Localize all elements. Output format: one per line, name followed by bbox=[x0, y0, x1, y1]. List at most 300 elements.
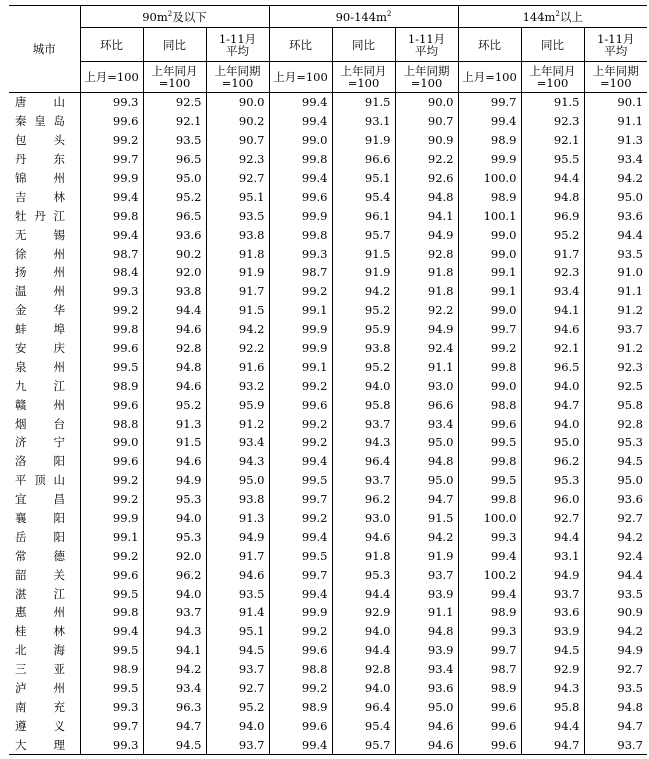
city-cell bbox=[9, 433, 80, 452]
city-char: 宁 bbox=[53, 435, 65, 450]
value-cell: 99.8 bbox=[458, 357, 521, 376]
base-header-line2: =100 bbox=[221, 76, 254, 90]
table-row bbox=[9, 603, 647, 622]
value-cell: 99.6 bbox=[458, 698, 521, 717]
value-cell: 91.5 bbox=[395, 509, 458, 528]
value-cell: 94.7 bbox=[584, 716, 647, 735]
value-cell: 95.2 bbox=[206, 698, 269, 717]
city-char: 惠 bbox=[15, 605, 27, 620]
sub-header-line1: 环比 bbox=[478, 37, 501, 52]
city-char: 三 bbox=[15, 662, 27, 677]
group-header-medium-sup: 2 bbox=[386, 9, 392, 18]
city-name bbox=[15, 208, 65, 224]
value-cell: 91.0 bbox=[584, 263, 647, 282]
base-header-line2: =100 bbox=[347, 76, 380, 90]
city-name bbox=[15, 737, 65, 753]
value-cell: 94.8 bbox=[395, 622, 458, 641]
city-char: 州 bbox=[53, 681, 65, 696]
value-cell: 93.7 bbox=[206, 735, 269, 754]
value-cell: 99.2 bbox=[269, 282, 332, 301]
city-char: 岛 bbox=[53, 114, 65, 129]
value-cell: 99.1 bbox=[458, 282, 521, 301]
value-cell: 94.4 bbox=[332, 641, 395, 660]
base-header-line1: 上年同月 bbox=[151, 64, 198, 78]
base-header-line1: 上月=100 bbox=[273, 70, 328, 84]
value-cell: 95.2 bbox=[332, 301, 395, 320]
table-row bbox=[9, 679, 647, 698]
city-char: 阳 bbox=[53, 454, 65, 469]
city-char: 江 bbox=[53, 378, 65, 393]
value-cell: 92.8 bbox=[584, 414, 647, 433]
value-cell: 93.4 bbox=[521, 282, 584, 301]
value-cell: 99.6 bbox=[269, 716, 332, 735]
value-cell: 94.2 bbox=[584, 622, 647, 641]
value-cell: 92.4 bbox=[584, 546, 647, 565]
value-cell: 95.9 bbox=[332, 320, 395, 339]
value-cell: 94.2 bbox=[395, 527, 458, 546]
city-cell bbox=[9, 376, 80, 395]
value-cell: 99.0 bbox=[458, 301, 521, 320]
city-char: 唐 bbox=[15, 95, 27, 110]
value-cell: 92.3 bbox=[206, 150, 269, 169]
value-cell: 96.0 bbox=[521, 490, 584, 509]
city-char: 蚌 bbox=[15, 322, 27, 337]
table-row bbox=[9, 565, 647, 584]
value-cell: 95.3 bbox=[332, 565, 395, 584]
value-cell: 91.6 bbox=[206, 357, 269, 376]
group-header-large-post: 以上 bbox=[559, 9, 583, 24]
value-cell: 94.3 bbox=[143, 622, 206, 641]
city-char: 洛 bbox=[15, 454, 27, 469]
value-cell: 94.7 bbox=[143, 716, 206, 735]
city-char: 南 bbox=[15, 699, 27, 714]
value-cell: 94.0 bbox=[332, 622, 395, 641]
value-cell: 94.1 bbox=[521, 301, 584, 320]
value-cell: 94.2 bbox=[206, 320, 269, 339]
price-index-table-container bbox=[9, 5, 647, 755]
city-name bbox=[15, 170, 65, 186]
city-char: 林 bbox=[53, 189, 65, 204]
value-cell: 99.5 bbox=[458, 471, 521, 490]
table-row bbox=[9, 225, 647, 244]
value-cell: 99.4 bbox=[269, 452, 332, 471]
value-cell: 92.8 bbox=[143, 339, 206, 358]
city-column-header: 城市 bbox=[9, 6, 80, 93]
value-cell: 99.8 bbox=[269, 225, 332, 244]
value-cell: 90.2 bbox=[143, 244, 206, 263]
city-char: 华 bbox=[53, 303, 65, 318]
value-cell: 92.7 bbox=[584, 660, 647, 679]
table-row bbox=[9, 584, 647, 603]
value-cell: 90.9 bbox=[584, 603, 647, 622]
city-char: 山 bbox=[53, 473, 65, 488]
city-char: 襄 bbox=[15, 511, 27, 526]
value-cell: 93.5 bbox=[584, 244, 647, 263]
value-cell: 92.6 bbox=[395, 169, 458, 188]
value-cell: 94.7 bbox=[521, 395, 584, 414]
value-cell: 99.6 bbox=[112, 454, 139, 469]
table-row bbox=[9, 187, 647, 206]
value-cell: 94.3 bbox=[206, 452, 269, 471]
value-cell: 94.0 bbox=[332, 679, 395, 698]
value-cell: 94.0 bbox=[521, 376, 584, 395]
value-cell: 99.4 bbox=[269, 735, 332, 754]
value-cell: 91.7 bbox=[206, 546, 269, 565]
value-cell: 91.5 bbox=[521, 93, 584, 112]
value-cell: 94.6 bbox=[143, 452, 206, 471]
value-cell: 99.9 bbox=[269, 206, 332, 225]
city-name bbox=[15, 548, 65, 564]
base-header-cell bbox=[206, 62, 269, 93]
value-cell: 93.4 bbox=[143, 679, 206, 698]
value-cell: 93.0 bbox=[332, 509, 395, 528]
base-header-cell bbox=[458, 62, 521, 93]
city-char: 泉 bbox=[15, 359, 27, 374]
base-header-line2: =100 bbox=[536, 76, 569, 90]
value-cell: 98.7 bbox=[112, 246, 139, 261]
value-cell: 96.2 bbox=[143, 565, 206, 584]
value-cell: 92.3 bbox=[521, 263, 584, 282]
sub-header-line1: 环比 bbox=[289, 37, 312, 52]
value-cell: 92.3 bbox=[584, 357, 647, 376]
value-cell: 95.0 bbox=[395, 698, 458, 717]
city-cell bbox=[9, 622, 80, 641]
value-cell: 99.4 bbox=[458, 112, 521, 131]
value-cell: 99.5 bbox=[269, 471, 332, 490]
value-cell: 99.2 bbox=[112, 133, 139, 148]
city-cell bbox=[9, 660, 80, 679]
city-char: 皇 bbox=[34, 114, 46, 129]
value-cell: 95.0 bbox=[143, 169, 206, 188]
value-cell: 93.4 bbox=[584, 150, 647, 169]
value-cell: 90.0 bbox=[395, 93, 458, 112]
value-cell: 99.5 bbox=[112, 586, 139, 601]
city-char: 东 bbox=[53, 152, 65, 167]
value-cell: 92.3 bbox=[521, 112, 584, 131]
city-cell bbox=[9, 527, 80, 546]
value-cell: 94.4 bbox=[584, 225, 647, 244]
city-char: 海 bbox=[53, 643, 65, 658]
value-cell: 99.2 bbox=[112, 473, 139, 488]
value-cell: 94.9 bbox=[143, 471, 206, 490]
value-cell: 99.5 bbox=[458, 433, 521, 452]
value-cell: 94.4 bbox=[521, 716, 584, 735]
sub-header-cell bbox=[521, 28, 584, 62]
value-cell: 99.7 bbox=[458, 93, 521, 112]
value-cell: 92.0 bbox=[143, 546, 206, 565]
group-header-small-sup: 2 bbox=[167, 9, 173, 18]
value-cell: 99.9 bbox=[458, 150, 521, 169]
city-char: 江 bbox=[53, 208, 65, 223]
group-header-medium bbox=[269, 6, 458, 28]
city-char: 州 bbox=[53, 265, 65, 280]
city-cell bbox=[9, 509, 80, 528]
value-cell: 99.8 bbox=[112, 208, 139, 223]
city-name bbox=[15, 434, 65, 450]
value-cell: 99.0 bbox=[458, 244, 521, 263]
city-cell bbox=[9, 641, 80, 660]
base-header-cell bbox=[395, 62, 458, 93]
value-cell: 93.7 bbox=[332, 471, 395, 490]
value-cell: 94.0 bbox=[332, 376, 395, 395]
value-cell: 91.3 bbox=[206, 509, 269, 528]
value-cell: 94.2 bbox=[584, 169, 647, 188]
city-char: 州 bbox=[53, 605, 65, 620]
city-cell bbox=[9, 187, 80, 206]
value-cell: 94.0 bbox=[206, 716, 269, 735]
base-header-line1: 上月=100 bbox=[462, 70, 517, 84]
table-row bbox=[9, 169, 647, 188]
base-header-line1: 上年同月 bbox=[340, 64, 387, 78]
value-cell: 94.5 bbox=[584, 452, 647, 471]
city-char: 无 bbox=[15, 227, 27, 242]
value-cell: 94.9 bbox=[206, 527, 269, 546]
value-cell: 91.1 bbox=[395, 357, 458, 376]
value-cell: 99.7 bbox=[112, 718, 139, 733]
city-name bbox=[15, 491, 65, 507]
value-cell: 91.8 bbox=[332, 546, 395, 565]
city-char: 安 bbox=[15, 341, 27, 356]
value-cell: 91.8 bbox=[395, 282, 458, 301]
value-cell: 93.8 bbox=[143, 282, 206, 301]
city-char: 州 bbox=[53, 359, 65, 374]
value-cell: 98.8 bbox=[269, 660, 332, 679]
table-row bbox=[9, 263, 647, 282]
value-cell: 94.7 bbox=[395, 490, 458, 509]
value-cell: 99.0 bbox=[269, 131, 332, 150]
value-cell: 99.6 bbox=[112, 567, 139, 582]
value-cell: 95.2 bbox=[143, 187, 206, 206]
city-char: 锡 bbox=[53, 227, 65, 242]
value-cell: 95.9 bbox=[206, 395, 269, 414]
city-cell bbox=[9, 225, 80, 244]
value-cell: 93.4 bbox=[395, 660, 458, 679]
value-cell: 99.8 bbox=[269, 150, 332, 169]
value-cell: 91.5 bbox=[143, 433, 206, 452]
value-cell: 93.8 bbox=[206, 490, 269, 509]
value-cell: 91.9 bbox=[395, 546, 458, 565]
table-row bbox=[9, 320, 647, 339]
city-char: 顶 bbox=[34, 473, 46, 488]
city-name bbox=[15, 529, 65, 545]
value-cell: 98.8 bbox=[458, 395, 521, 414]
value-cell: 99.2 bbox=[112, 303, 139, 318]
value-cell: 95.3 bbox=[143, 527, 206, 546]
value-cell: 99.7 bbox=[269, 565, 332, 584]
value-cell: 93.5 bbox=[206, 206, 269, 225]
value-cell: 99.2 bbox=[269, 414, 332, 433]
city-name bbox=[15, 472, 65, 488]
base-header-line1: 上年同月 bbox=[529, 64, 576, 78]
city-char: 济 bbox=[15, 435, 27, 450]
value-cell: 94.6 bbox=[521, 320, 584, 339]
city-name bbox=[15, 340, 65, 356]
value-cell: 93.7 bbox=[395, 565, 458, 584]
city-char: 扬 bbox=[15, 265, 27, 280]
value-cell: 94.8 bbox=[143, 357, 206, 376]
value-cell: 98.9 bbox=[458, 187, 521, 206]
value-cell: 94.8 bbox=[395, 187, 458, 206]
city-char: 亚 bbox=[53, 662, 65, 677]
city-cell bbox=[9, 93, 80, 112]
value-cell: 99.3 bbox=[112, 284, 139, 299]
value-cell: 93.7 bbox=[584, 320, 647, 339]
city-cell bbox=[9, 603, 80, 622]
city-cell bbox=[9, 357, 80, 376]
sub-header-line1: 同比 bbox=[352, 37, 375, 52]
value-cell: 99.4 bbox=[269, 112, 332, 131]
value-cell: 91.2 bbox=[584, 339, 647, 358]
city-char: 桂 bbox=[15, 624, 27, 639]
value-cell: 98.9 bbox=[112, 662, 139, 677]
sub-header-cell bbox=[395, 28, 458, 62]
value-cell: 94.6 bbox=[143, 320, 206, 339]
value-cell: 100.0 bbox=[458, 509, 521, 528]
value-cell: 96.6 bbox=[332, 150, 395, 169]
base-header-line2: =100 bbox=[599, 76, 632, 90]
city-cell bbox=[9, 263, 80, 282]
value-cell: 91.9 bbox=[206, 263, 269, 282]
base-header-line1: 上年同期 bbox=[214, 64, 261, 78]
value-cell: 91.7 bbox=[206, 282, 269, 301]
city-name bbox=[15, 604, 65, 620]
value-cell: 99.2 bbox=[112, 548, 139, 563]
value-cell: 94.2 bbox=[584, 527, 647, 546]
city-char: 关 bbox=[53, 567, 65, 582]
value-cell: 95.3 bbox=[143, 490, 206, 509]
value-cell: 98.4 bbox=[112, 265, 139, 280]
city-name bbox=[15, 699, 65, 715]
value-cell: 99.7 bbox=[458, 641, 521, 660]
city-char: 吉 bbox=[15, 189, 27, 204]
value-cell: 90.7 bbox=[395, 112, 458, 131]
sub-header-line1: 1-11月 bbox=[597, 31, 635, 46]
sub-header-row bbox=[9, 28, 647, 62]
value-cell: 92.0 bbox=[143, 263, 206, 282]
city-name bbox=[15, 132, 65, 148]
city-char: 北 bbox=[15, 643, 27, 658]
city-name bbox=[15, 642, 65, 658]
city-name bbox=[15, 378, 65, 394]
value-cell: 98.9 bbox=[269, 698, 332, 717]
value-cell: 99.2 bbox=[269, 433, 332, 452]
table-row bbox=[9, 150, 647, 169]
value-cell: 94.9 bbox=[395, 320, 458, 339]
city-name bbox=[15, 680, 65, 696]
table-row bbox=[9, 660, 647, 679]
value-cell: 90.9 bbox=[395, 131, 458, 150]
city-name bbox=[15, 246, 65, 262]
city-char: 州 bbox=[53, 246, 65, 261]
city-char: 烟 bbox=[15, 416, 27, 431]
sub-header-cell bbox=[143, 28, 206, 62]
table-row bbox=[9, 735, 647, 754]
value-cell: 92.8 bbox=[332, 660, 395, 679]
city-name bbox=[15, 453, 65, 469]
city-char: 义 bbox=[53, 718, 65, 733]
value-cell: 93.9 bbox=[395, 584, 458, 603]
city-cell bbox=[9, 735, 80, 754]
value-cell: 100.2 bbox=[458, 565, 521, 584]
value-cell: 93.5 bbox=[143, 131, 206, 150]
value-cell: 99.4 bbox=[269, 527, 332, 546]
value-cell: 95.0 bbox=[395, 433, 458, 452]
value-cell: 92.9 bbox=[521, 660, 584, 679]
city-char: 徐 bbox=[15, 246, 27, 261]
value-cell: 92.7 bbox=[206, 679, 269, 698]
city-cell bbox=[9, 471, 80, 490]
value-cell: 99.2 bbox=[269, 509, 332, 528]
value-cell: 93.7 bbox=[206, 660, 269, 679]
value-cell: 96.5 bbox=[143, 206, 206, 225]
city-char: 昌 bbox=[53, 492, 65, 507]
table-row bbox=[9, 433, 647, 452]
city-name bbox=[15, 661, 65, 677]
base-header-cell bbox=[584, 62, 647, 93]
table-row bbox=[9, 206, 647, 225]
sub-header-line1: 1-11月 bbox=[407, 31, 446, 46]
base-header-line2: =100 bbox=[410, 76, 443, 90]
city-char: 州 bbox=[53, 284, 65, 299]
value-cell: 99.4 bbox=[112, 189, 139, 204]
value-cell: 91.9 bbox=[332, 131, 395, 150]
table-row bbox=[9, 527, 647, 546]
value-cell: 100.1 bbox=[458, 206, 521, 225]
sub-header-line1: 同比 bbox=[541, 37, 564, 52]
value-cell: 99.2 bbox=[269, 679, 332, 698]
city-char: 埠 bbox=[53, 322, 65, 337]
value-cell: 100.0 bbox=[458, 169, 521, 188]
value-cell: 96.4 bbox=[332, 698, 395, 717]
city-char: 赣 bbox=[15, 397, 27, 412]
value-cell: 94.4 bbox=[521, 527, 584, 546]
city-cell bbox=[9, 565, 80, 584]
value-cell: 99.1 bbox=[269, 301, 332, 320]
base-header-line1: 上年同期 bbox=[592, 64, 639, 78]
base-header-cell bbox=[521, 62, 584, 93]
value-cell: 99.9 bbox=[269, 603, 332, 622]
table-row bbox=[9, 452, 647, 471]
group-header-large bbox=[458, 6, 647, 28]
table-row bbox=[9, 339, 647, 358]
city-char: 庆 bbox=[53, 341, 65, 356]
city-cell bbox=[9, 395, 80, 414]
table-row bbox=[9, 301, 647, 320]
value-cell: 96.3 bbox=[143, 698, 206, 717]
value-cell: 98.8 bbox=[112, 416, 139, 431]
table-row bbox=[9, 546, 647, 565]
value-cell: 99.7 bbox=[112, 152, 139, 167]
table-row bbox=[9, 93, 647, 112]
value-cell: 94.6 bbox=[332, 527, 395, 546]
value-cell: 91.2 bbox=[584, 301, 647, 320]
table-row bbox=[9, 414, 647, 433]
value-cell: 91.1 bbox=[584, 112, 647, 131]
value-cell: 99.8 bbox=[112, 605, 139, 620]
value-cell: 99.0 bbox=[458, 225, 521, 244]
city-cell bbox=[9, 716, 80, 735]
value-cell: 99.6 bbox=[458, 735, 521, 754]
value-cell: 95.1 bbox=[332, 169, 395, 188]
table-row bbox=[9, 244, 647, 263]
value-cell: 94.4 bbox=[332, 584, 395, 603]
value-cell: 95.7 bbox=[332, 225, 395, 244]
value-cell: 91.2 bbox=[206, 414, 269, 433]
city-cell bbox=[9, 301, 80, 320]
value-cell: 99.7 bbox=[458, 320, 521, 339]
value-cell: 94.0 bbox=[143, 584, 206, 603]
value-cell: 93.0 bbox=[395, 376, 458, 395]
